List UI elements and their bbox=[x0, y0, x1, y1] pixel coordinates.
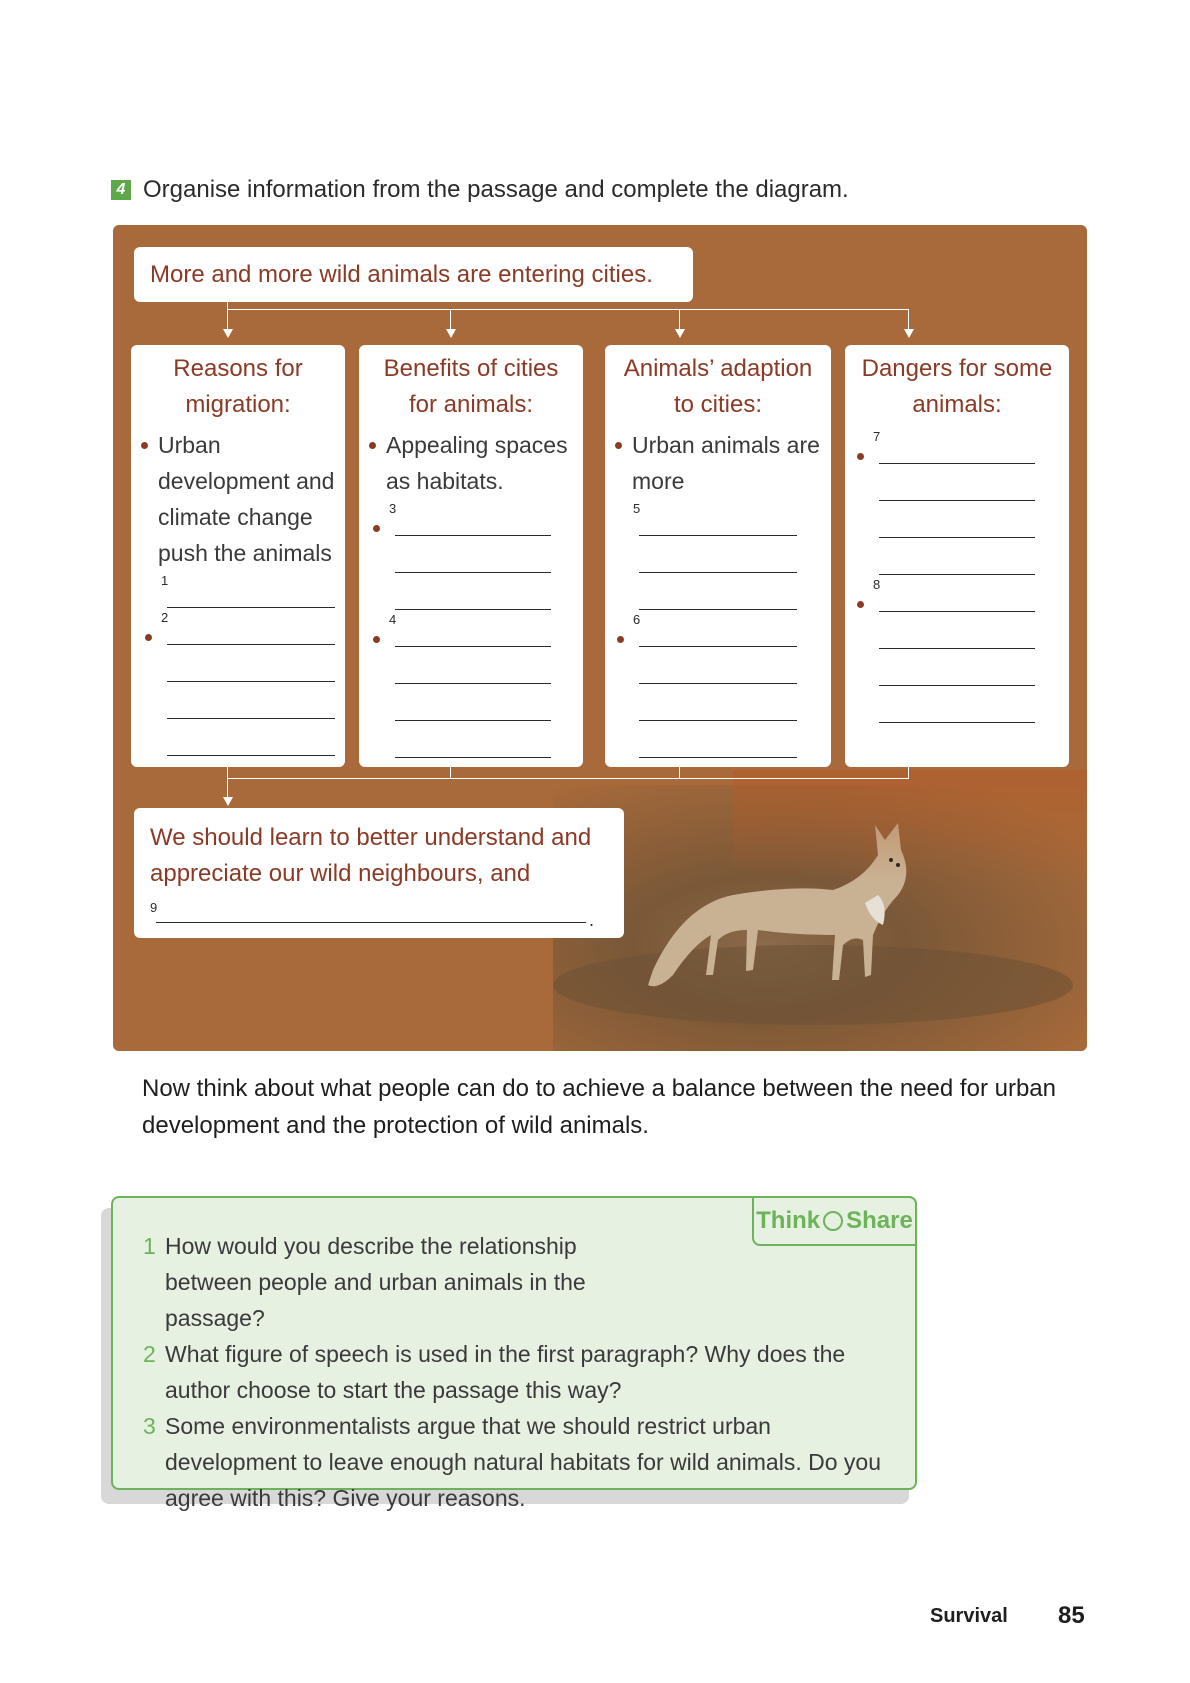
blank-number: 2 bbox=[161, 610, 169, 625]
top-statement-box: More and more wild animals are entering cities. bbox=[134, 247, 693, 302]
question-item bbox=[143, 1408, 883, 1516]
blank-number: 1 bbox=[161, 573, 169, 588]
blank-number: 7 bbox=[873, 429, 881, 444]
answer-blank-line[interactable] bbox=[879, 686, 1035, 723]
blank-number: 3 bbox=[389, 501, 397, 516]
answer-blank[interactable] bbox=[873, 575, 1035, 612]
column-dangers bbox=[845, 345, 1069, 767]
question-number: 3 bbox=[143, 1413, 156, 1439]
arrow-down-icon bbox=[223, 797, 233, 806]
answer-blank-line[interactable] bbox=[167, 645, 335, 682]
answer-blank[interactable] bbox=[389, 610, 551, 647]
answer-blank-line[interactable] bbox=[395, 684, 551, 721]
blank-number: 9 bbox=[150, 900, 158, 915]
answer-blank-line[interactable] bbox=[167, 682, 335, 719]
answer-blank-line[interactable] bbox=[639, 684, 797, 721]
question-text: What figure of speech is used in the first paragraph? Why does the author choose to start the passage this way? bbox=[165, 1341, 846, 1403]
column-bullet: Appealing spaces as habitats. bbox=[369, 427, 573, 499]
conclusion-box bbox=[134, 808, 624, 938]
task-number-badge: 4 bbox=[111, 180, 131, 200]
answer-blank-line[interactable] bbox=[639, 647, 797, 684]
connector-line bbox=[679, 767, 680, 778]
answer-blank-line[interactable] bbox=[395, 536, 551, 573]
question-number: 2 bbox=[143, 1341, 156, 1367]
connector-line bbox=[908, 309, 909, 331]
answer-blank-line[interactable] bbox=[395, 573, 551, 610]
arrow-down-icon bbox=[446, 329, 456, 338]
connector-line bbox=[227, 309, 909, 310]
answer-blank[interactable] bbox=[161, 608, 335, 645]
answer-blank[interactable] bbox=[633, 499, 797, 536]
photo-glow bbox=[733, 770, 1087, 880]
answer-blank[interactable] bbox=[389, 499, 551, 536]
think-share-box bbox=[111, 1196, 917, 1511]
diagram-panel bbox=[113, 225, 1087, 1051]
footer-page-number: 85 bbox=[1058, 1602, 1085, 1629]
answer-blank-line[interactable] bbox=[879, 612, 1035, 649]
think-label: Think bbox=[756, 1207, 821, 1234]
arrow-down-icon bbox=[675, 329, 685, 338]
question-text: How would you describe the relationship between people and urban animals in the passage? bbox=[165, 1233, 586, 1331]
question-item bbox=[143, 1336, 883, 1408]
blank-number: 4 bbox=[389, 612, 397, 627]
conclusion-text: We should learn to better understand and appreciate our wild neighbours, and bbox=[150, 824, 592, 887]
connector-line bbox=[908, 767, 909, 778]
answer-blank-line[interactable] bbox=[639, 573, 797, 610]
task-instruction: Organise information from the passage and complete the diagram. bbox=[143, 176, 849, 203]
column-bullet: Urban animals are more bbox=[615, 427, 821, 499]
connector-line bbox=[227, 778, 909, 779]
share-label: Share bbox=[846, 1207, 913, 1234]
answer-blank[interactable] bbox=[161, 571, 335, 608]
question-text: Some environmentalists argue that we should restrict urban development to leave enough natural habitats for wild animals. Do you agree with this? Give your reasons. bbox=[165, 1413, 881, 1511]
column-bullet: Urban development and climate change push the animals bbox=[141, 427, 335, 571]
connector-line bbox=[227, 302, 228, 332]
arrow-down-icon bbox=[904, 329, 914, 338]
column-reasons bbox=[131, 345, 345, 767]
arrow-down-icon bbox=[223, 329, 233, 338]
connector-line bbox=[679, 309, 680, 331]
blank-number: 5 bbox=[633, 501, 641, 516]
answer-blank-line[interactable] bbox=[639, 536, 797, 573]
blank-number: 6 bbox=[633, 612, 641, 627]
question-list bbox=[143, 1228, 883, 1516]
connector-line bbox=[450, 309, 451, 331]
answer-blank[interactable] bbox=[633, 610, 797, 647]
question-item bbox=[143, 1228, 663, 1336]
connector-line bbox=[450, 767, 451, 778]
answer-blank-line[interactable] bbox=[879, 501, 1035, 538]
answer-blank[interactable] bbox=[873, 427, 1035, 464]
answer-blank-line[interactable] bbox=[167, 719, 335, 756]
answer-blank-line[interactable] bbox=[879, 649, 1035, 686]
column-adaption bbox=[605, 345, 831, 767]
column-title: Reasons for migration: bbox=[173, 355, 303, 418]
answer-blank[interactable] bbox=[150, 892, 594, 930]
column-title: Animals’ adaption to cities: bbox=[623, 355, 813, 418]
blank-number: 8 bbox=[873, 577, 881, 592]
answer-blank-line[interactable] bbox=[879, 538, 1035, 575]
answer-blank-line[interactable] bbox=[879, 464, 1035, 501]
column-title: Dangers for some animals: bbox=[861, 355, 1053, 418]
column-title: Benefits of cities for animals: bbox=[383, 355, 559, 418]
connector-line bbox=[227, 767, 228, 799]
discussion-prompt: Now think about what people can do to achieve a balance between the need for urban development and the protection of wild animals. bbox=[142, 1075, 1056, 1139]
answer-blank-line[interactable] bbox=[395, 721, 551, 758]
task-heading bbox=[111, 176, 849, 204]
answer-blank-line[interactable] bbox=[639, 721, 797, 758]
period: . bbox=[588, 910, 594, 930]
answer-blank-line[interactable] bbox=[395, 647, 551, 684]
question-number: 1 bbox=[143, 1233, 156, 1259]
footer-section-label: Survival bbox=[930, 1605, 1008, 1627]
column-benefits bbox=[359, 345, 583, 767]
